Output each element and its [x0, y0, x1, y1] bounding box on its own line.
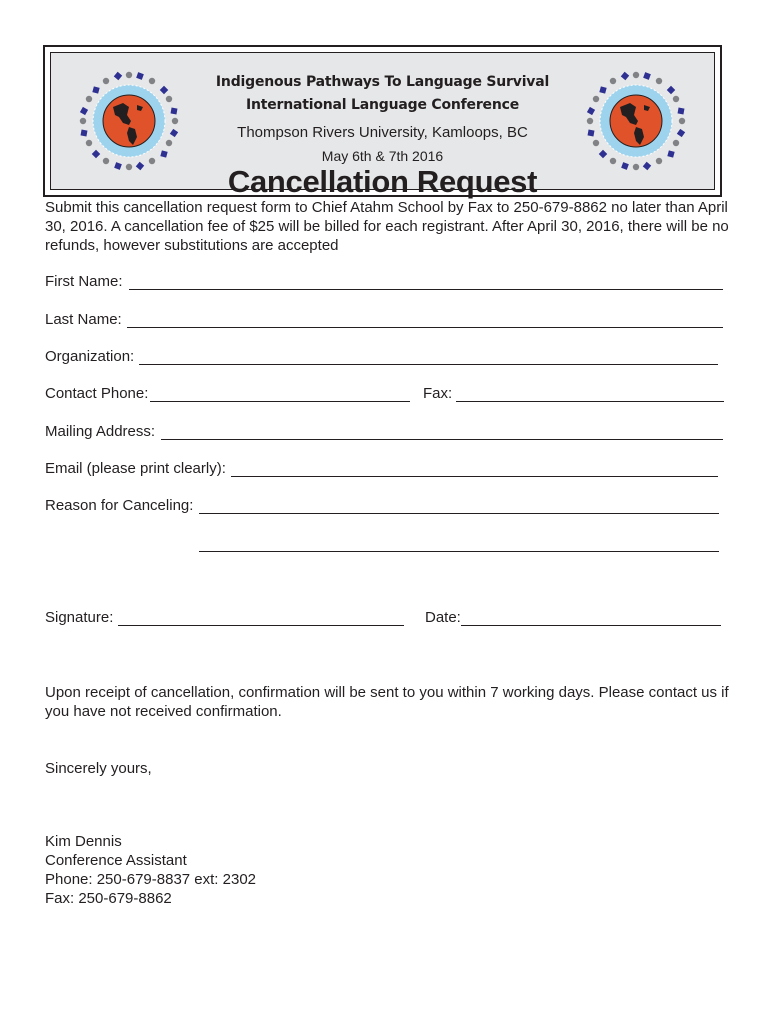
contact-phone: Phone: 250-679-8837 ext: 2302	[45, 871, 257, 888]
email-label: Email (please print clearly):	[45, 460, 226, 477]
header-banner	[43, 45, 722, 197]
intro-text: Submit this cancellation request form to Chief Atahm School by Fax to 250-679-8862 no later than April 30, 2016. A cancellation fee of $25 will be billed for each registrant. After April 30, 2016, there will be no refunds, however substitutions are accepted	[45, 199, 729, 254]
fax-label: Fax:	[423, 385, 453, 402]
salutation: Sincerely yours,	[45, 760, 152, 777]
last-name-label: Last Name:	[45, 311, 122, 328]
date-field[interactable]	[461, 625, 721, 626]
receipt-note: Upon receipt of cancellation, confirmation will be sent to you within 7 working days. Please contact us if you have not received confirmation.	[45, 684, 729, 720]
reason-label: Reason for Canceling:	[45, 497, 194, 514]
first-name-label: First Name:	[45, 273, 123, 290]
page-title: Cancellation Request	[227, 164, 538, 199]
header-banner-inner	[50, 52, 715, 199]
reason-field[interactable]	[199, 513, 719, 514]
mailing-address-field[interactable]	[161, 439, 723, 440]
email-field[interactable]	[231, 476, 718, 477]
contact-title: Conference Assistant	[45, 852, 187, 869]
contact-phone-label: Contact Phone:	[45, 385, 149, 402]
contact-phone-field[interactable]	[150, 401, 410, 402]
organization-field[interactable]	[139, 364, 718, 365]
contact-name: Kim Dennis	[45, 833, 122, 850]
date-label: Date:	[425, 609, 461, 626]
first-name-field[interactable]	[129, 289, 723, 290]
conference-name: Indigenous Pathways To Language Survival	[215, 74, 550, 90]
conference-subtitle: International Language Conference	[245, 97, 520, 113]
fax-field[interactable]	[456, 401, 724, 402]
conference-location: Thompson Rivers University, Kamloops, BC	[237, 124, 528, 141]
reason-field-line2[interactable]	[199, 551, 719, 552]
conference-dates: May 6th & 7th 2016	[321, 148, 444, 164]
contact-block	[45, 832, 256, 908]
signature-field[interactable]	[118, 625, 404, 626]
contact-fax: Fax: 250-679-8862	[45, 890, 172, 907]
signature-label: Signature:	[45, 609, 114, 626]
mailing-address-label: Mailing Address:	[45, 423, 156, 440]
last-name-field[interactable]	[127, 327, 723, 328]
organization-label: Organization:	[45, 348, 135, 365]
